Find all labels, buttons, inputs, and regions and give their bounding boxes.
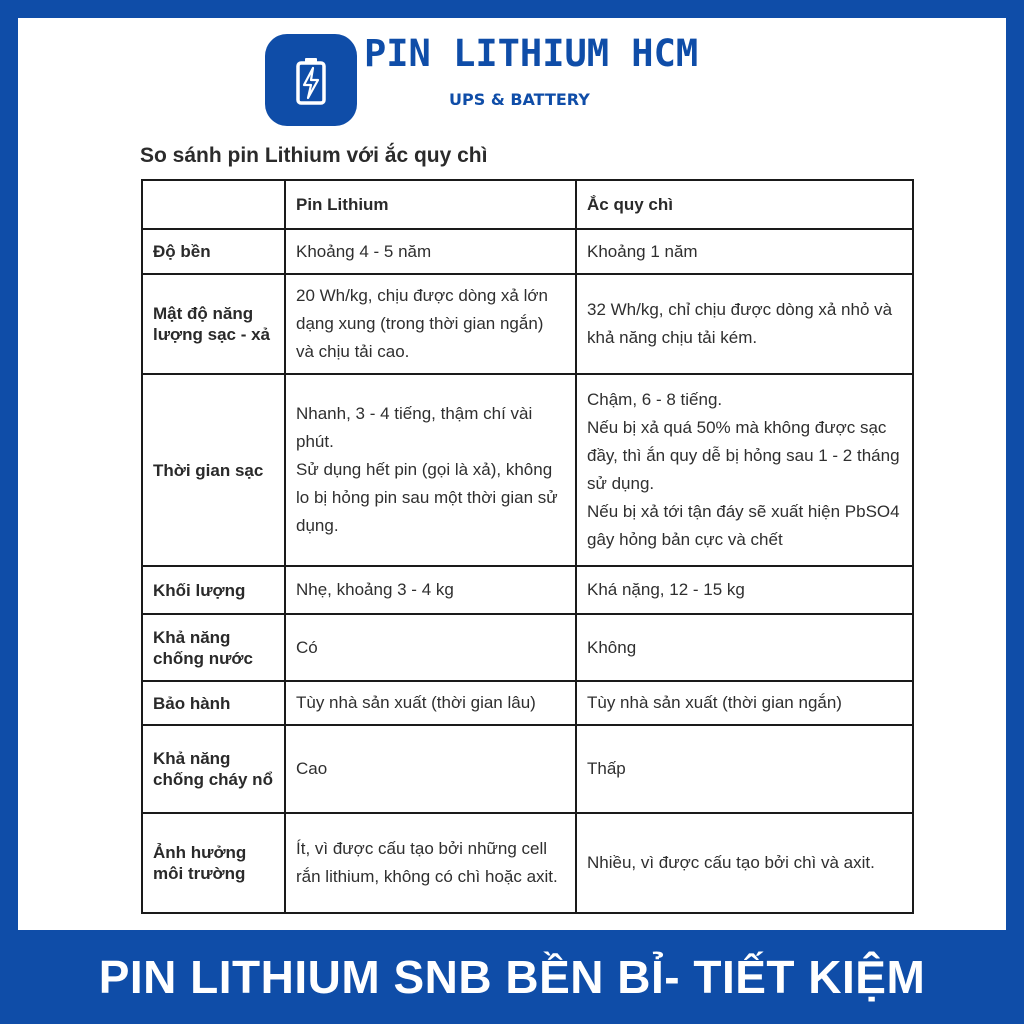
row-label: Độ bền bbox=[142, 229, 285, 274]
lithium-cell bbox=[285, 274, 576, 374]
cell-text: Khoảng 1 năm bbox=[587, 241, 698, 261]
footer-banner-text: PIN LITHIUM SNB BỀN BỈ- TIẾT KIỆM bbox=[98, 951, 926, 1003]
lithium-cell bbox=[285, 229, 576, 274]
row-label: Thời gian sạc bbox=[142, 374, 285, 566]
cell-text: Tùy nhà sản xuất (thời gian lâu) bbox=[296, 693, 536, 712]
cell-text: Thấp bbox=[587, 759, 626, 778]
brand-title: PIN LITHIUM HCM bbox=[364, 32, 699, 75]
lead-acid-cell bbox=[576, 681, 913, 725]
lead-acid-cell bbox=[576, 813, 913, 913]
footer-banner bbox=[0, 930, 1024, 1024]
cell-text: Nếu bị xả tới tận đáy sẽ xuất hiện PbSO4 gây hỏng bản cực và chết bbox=[587, 502, 900, 549]
cell-text: Nhanh, 3 - 4 tiếng, thậm chí vài phút. bbox=[296, 404, 533, 451]
cell-text: Cao bbox=[296, 759, 328, 778]
cell-text: Không bbox=[587, 637, 637, 657]
content-panel bbox=[18, 18, 1006, 930]
table-header-row bbox=[142, 180, 913, 229]
header-cell-lead-acid: Ắc quy chì bbox=[576, 180, 913, 229]
row-label: Mật độ năng lượng sạc - xả bbox=[142, 274, 285, 374]
cell-text: Khoảng 4 - 5 năm bbox=[296, 241, 432, 261]
cell-text: Có bbox=[296, 637, 318, 657]
cell-text: 20 Wh/kg, chịu được dòng xả lớn dạng xung (trong thời gian ngắn) và chịu tải cao. bbox=[296, 286, 548, 361]
row-label: Khả năng chống nước bbox=[142, 614, 285, 681]
lithium-cell bbox=[285, 566, 576, 614]
cell-text: 32 Wh/kg, chỉ chịu được dòng xả nhỏ và khả năng chịu tải kém. bbox=[587, 300, 893, 347]
row-label: Khối lượng bbox=[142, 566, 285, 614]
table-row bbox=[142, 725, 913, 813]
cell-text: Chậm, 6 - 8 tiếng. bbox=[587, 390, 723, 409]
table-row bbox=[142, 614, 913, 681]
cell-text: Nhiều, vì được cấu tạo bởi chì và axit. bbox=[587, 853, 875, 872]
table-row bbox=[142, 229, 913, 274]
cell-text: Tùy nhà sản xuất (thời gian ngắn) bbox=[587, 693, 842, 712]
lithium-cell bbox=[285, 813, 576, 913]
cell-text: Sử dụng hết pin (gọi là xả), không lo bị hỏng pin sau một thời gian sử dụng. bbox=[296, 460, 558, 535]
battery-bolt-icon bbox=[265, 34, 357, 126]
cell-text: Nếu bị xả quá 50% mà không được sạc đầy, thì ắn quy dễ bị hỏng sau 1 - 2 tháng sử dụng. bbox=[587, 418, 900, 493]
lead-acid-cell bbox=[576, 614, 913, 681]
lead-acid-cell bbox=[576, 374, 913, 566]
cell-text: Ít, vì được cấu tạo bởi những cell rắn lithium, không có chì hoặc axit. bbox=[296, 839, 558, 886]
table-row bbox=[142, 566, 913, 614]
cell-text: Nhẹ, khoảng 3 - 4 kg bbox=[296, 580, 454, 599]
lithium-cell bbox=[285, 374, 576, 566]
header-cell-lithium: Pin Lithium bbox=[285, 180, 576, 229]
lithium-cell bbox=[285, 681, 576, 725]
document-title: So sánh pin Lithium với ắc quy chì bbox=[140, 144, 488, 167]
lead-acid-cell bbox=[576, 274, 913, 374]
row-label: Bảo hành bbox=[142, 681, 285, 725]
lead-acid-cell bbox=[576, 725, 913, 813]
cell-text: Khá nặng, 12 - 15 kg bbox=[587, 580, 745, 599]
lithium-cell bbox=[285, 725, 576, 813]
table-row bbox=[142, 274, 913, 374]
comparison-table bbox=[141, 179, 914, 914]
lead-acid-cell bbox=[576, 566, 913, 614]
table-row bbox=[142, 681, 913, 725]
lithium-cell bbox=[285, 614, 576, 681]
row-label: Ảnh hưởng môi trường bbox=[142, 813, 285, 913]
brand-subtitle: UPS & BATTERY bbox=[449, 90, 590, 109]
table-row bbox=[142, 813, 913, 913]
table-row bbox=[142, 374, 913, 566]
row-label: Khả năng chống cháy nổ bbox=[142, 725, 285, 813]
header-cell-empty bbox=[142, 180, 285, 229]
lead-acid-cell bbox=[576, 229, 913, 274]
